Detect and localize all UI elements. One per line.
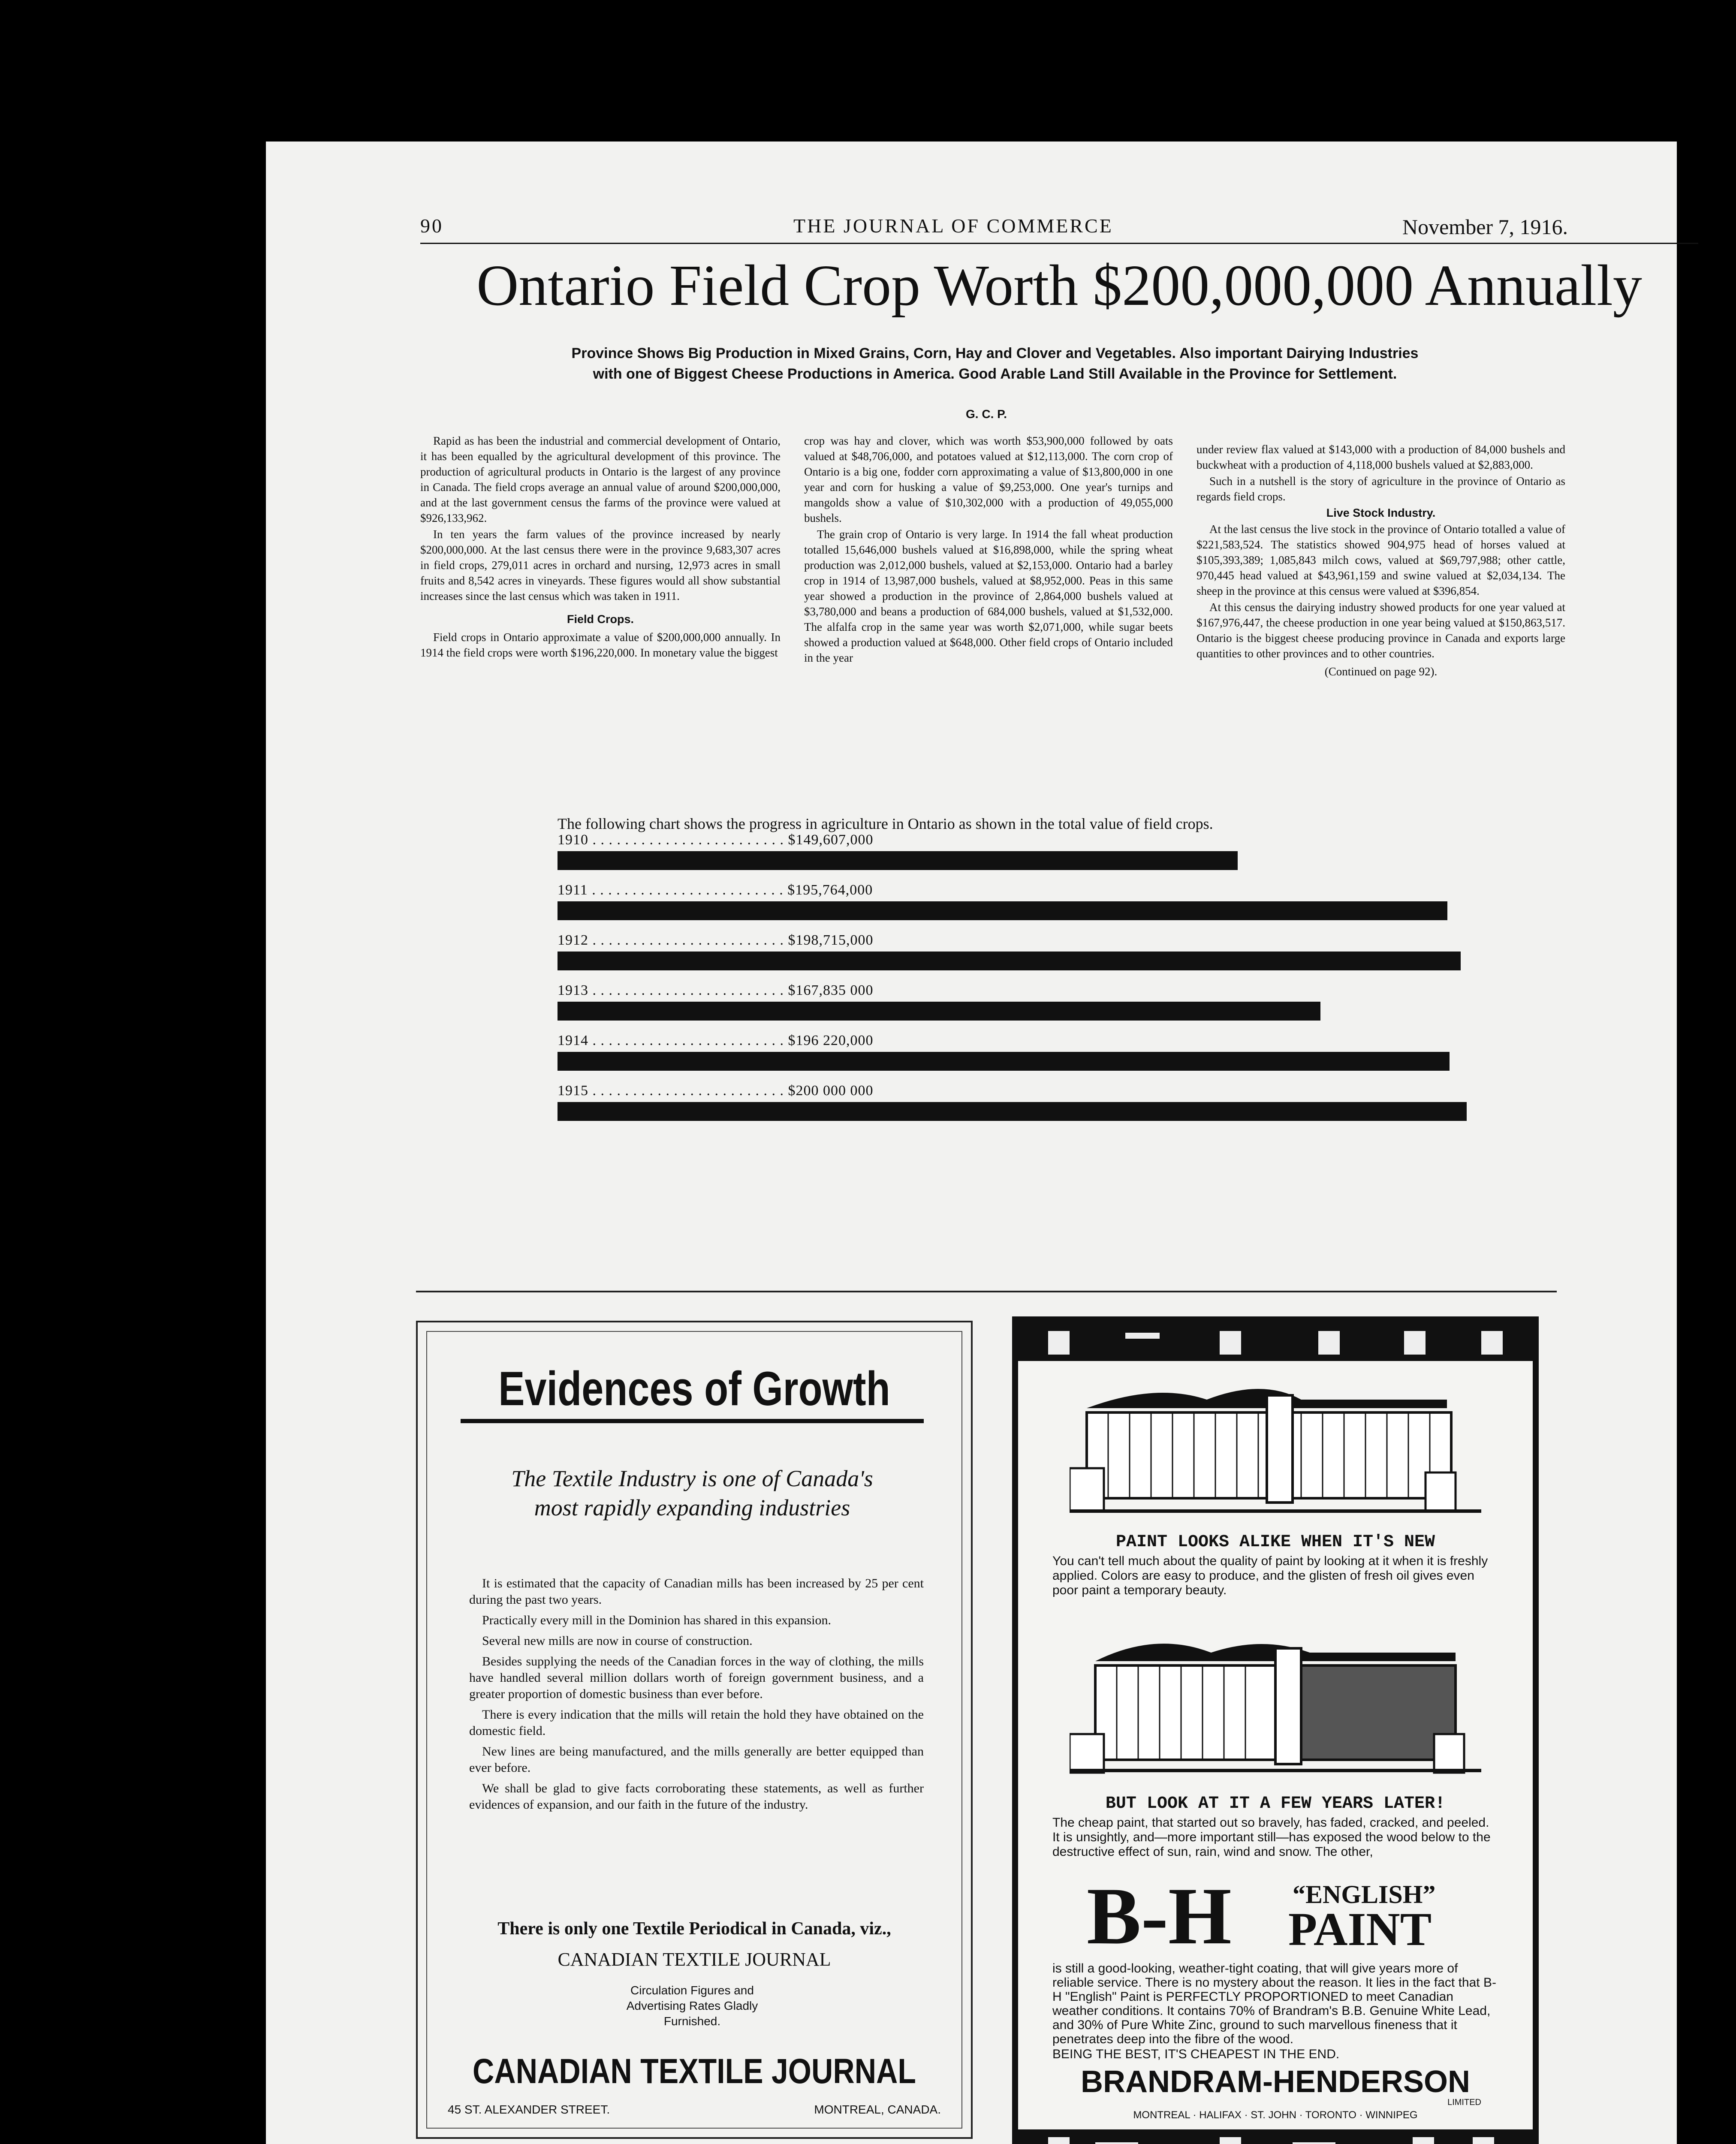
section-heading: Live Stock Industry. <box>1326 506 1436 519</box>
paint-slogan: BEING THE BEST, IT'S CHEAPEST IN THE END. <box>1052 2047 1340 2061</box>
ad-tagline: The Textile Industry is one of Canada's most rapidly expanding industries <box>511 1466 873 1521</box>
paragraph: Besides supplying the needs of the Canadian forces in the way of clothing, the mills have handled several million dollars worth of foreign government business, and a greater proportion of domestic business than ever before. <box>469 1654 924 1701</box>
paragraph: The grain crop of Ontario is very large. In 1914 the fall wheat production totalled 15,646,000 bushels valued at $16,898,000, while the spring wheat production was 2,012,000 bushels, valued at $2,153,000. Ontario had a barley crop in 1914 of 13,987,000 bushels, valued at $8,952,000. Peas in this same year showed a production in the province of 2,864,000 bushels valued at $3,780,000 and beans a production of 684,000 bushels, valued at $1,532,000. The alfalfa crop in the same year was worth $2,071,000, while sugar beets showed a production valued at $648,000. Other field crops of Ontario included in the year <box>804 528 1173 664</box>
paragraph: At this census the dairying industry showed products for one year valued at $167,976,447, the cheese production in one year being valued at $150,863,517. Ontario is the biggest cheese producing province in Canada and exports large quantities to other provinces and to other countries. <box>1197 601 1565 660</box>
new-fence-illustration <box>1070 1370 1490 1524</box>
bh-paint-ad <box>1012 1316 1539 2144</box>
chart-bar-1911 <box>558 901 1447 920</box>
chart-row-label: 1914 . . . . . . . . . . . . . . . . . . . . . . . . $196 220,000 <box>558 1033 874 1048</box>
paragraph: Practically every mill in the Dominion has shared in this expansion. <box>482 1613 831 1627</box>
paragraph: under review flax valued at $143,000 with a production of 84,000 bushels and buckwheat with a production of 4,118,000 bushels valued at $2,883,000. <box>1197 443 1565 471</box>
chart-bar-1914 <box>558 1052 1450 1071</box>
paragraph: New lines are being manufactured, and the mills generally are better equipped than ever before. <box>469 1744 924 1775</box>
continued-note: (Continued on page 92). <box>1324 665 1438 678</box>
paragraph: Rapid as has been the industrial and commercial development of Ontario, it has been equalled by the agricultural development of this province. The production of agricultural products in Ontario is the largest of any province in Canada. The field crops average an annual value of around $200,000,000, and at the last government census the farms of the province were valued at $926,133,962. <box>420 434 781 524</box>
ad-headline: Evidences of Growth <box>498 1362 890 1415</box>
paint-body: is still a good-looking, weather-tight coating, that will give years more of reliable service. There is no mystery about the reason. It lies in the fact that B-H "English" Paint is PERFECTLY PROPORTIONED to meet Canadian weather conditions. It contains 70% of Brandram's B.B. Genuine White Lead, and 30% of Pure White Zinc, ground to such marvellous fineness that it penetrates deep into the fibre of the wood. <box>1052 1961 1496 2046</box>
byline: G. C. P. <box>966 407 1007 421</box>
article-column-2 <box>804 433 1173 666</box>
article-subtitle: Province Shows Big Production in Mixed Grains, Corn, Hay and Clover and Vegetables. Also important Dairying Industries with one of Biggest Cheese Productions in America. Good Arable Land Still Available in the Province for Settlement. <box>571 345 1419 382</box>
chart-row-label: 1915 . . . . . . . . . . . . . . . . . . . . . . . . $200 000 000 <box>558 1083 874 1099</box>
page-number: 90 <box>420 215 443 237</box>
paint-later-heading: BUT LOOK AT IT A FEW YEARS LATER! <box>1105 1794 1446 1813</box>
field-crop-bar-chart <box>558 832 1707 1265</box>
paint-new-heading: PAINT LOOKS ALIKE WHEN IT'S NEW <box>1115 1533 1435 1552</box>
chart-bar-1910 <box>558 851 1238 870</box>
chart-bar-1912 <box>558 952 1461 970</box>
chart-bar-1915 <box>558 1102 1467 1121</box>
issue-date: November 7, 1916. <box>1402 215 1568 239</box>
chart-row-label: 1912 . . . . . . . . . . . . . . . . . . . . . . . . $198,715,000 <box>558 932 874 948</box>
chart-caption: The following chart shows the progress in agriculture in Ontario as shown in the total value of field crops. <box>558 815 1213 832</box>
header-rule <box>420 243 1698 244</box>
ad-body <box>469 1575 924 1814</box>
section-rule <box>416 1291 1557 1292</box>
paint-label: PAINT <box>1288 1903 1432 1955</box>
paragraph: We shall be glad to give facts corroborating these statements, as well as further evidences of expansion, and our faith in the future of the industry. <box>469 1781 924 1812</box>
limited-label: LIMITED <box>1447 2098 1481 2107</box>
paragraph: Field crops in Ontario approximate a value of $200,000,000 annually. In 1914 the field crops were worth $196,220,000. In monetary value the biggest <box>420 631 781 659</box>
paragraph: There is every indication that the mills will retain the hold they have obtained on the domestic field. <box>469 1707 924 1738</box>
paragraph: Several new mills are now in course of construction. <box>482 1634 753 1648</box>
paragraph: In ten years the farm values of the province increased by nearly $200,000,000. At the last census there were in the province 9,683,307 acres in field crops, 279,011 acres in orchard and nursing, 12,973 acres in small fruits and 8,542 acres in vineyards. These figures would all show substantial increases since the last census which was taken in 1911. <box>420 528 781 602</box>
chart-bar-1913 <box>558 1002 1320 1021</box>
article-column-1 <box>420 433 781 661</box>
paint-can-border-top <box>1018 1322 1533 1361</box>
section-heading: Field Crops. <box>567 613 634 626</box>
chart-row-label: 1910 . . . . . . . . . . . . . . . . . . . . . . . . $149,607,000 <box>558 832 874 848</box>
ad-city: MONTREAL, CANADA. <box>814 2103 941 2116</box>
chart-row-label: 1911 . . . . . . . . . . . . . . . . . . . . . . . . $195,764,000 <box>558 882 873 898</box>
ad-journal-logo: CANADIAN TEXTILE JOURNAL <box>473 2052 916 2091</box>
paint-new-text: You can't tell much about the quality of paint by looking at it when it is freshly applied. Colors are easy to produce, and the glisten of fresh oil gives even poor paint a temporary beauty. <box>1052 1554 1488 1597</box>
ad-address: 45 ST. ALEXANDER STREET. <box>448 2103 610 2116</box>
paragraph: Such in a nutshell is the story of agriculture in the province of Ontario as regards field crops. <box>1197 475 1565 503</box>
article-title: Ontario Field Crop Worth $200,000,000 Annually <box>476 253 1642 318</box>
paper-name: THE JOURNAL OF COMMERCE <box>793 215 1113 237</box>
textile-journal-ad <box>416 1321 973 2139</box>
paint-later-text: The cheap paint, that started out so bravely, has faded, cracked, and peeled. It is unsightly, and—more important still—has exposed the wood below to the destructive effect of sun, rain, wind and snow. The other, <box>1052 1816 1491 1859</box>
paint-can-border-bottom <box>1018 2129 1533 2144</box>
chart-row-label: 1913 . . . . . . . . . . . . . . . . . . . . . . . . $167,835 000 <box>558 982 874 998</box>
paragraph: At the last census the live stock in the province of Ontario totalled a value of $221,583,524. The statistics showed 904,975 head of horses valued at $105,393,389; 1,085,843 milch cows, valued at $69,797,988; other cattle, 970,445 head valued at $43,961,159 and swine valued at $2,034,134. The sheep in the province at this census were valued at $396,854. <box>1197 523 1565 597</box>
newspaper-page <box>266 142 1677 2144</box>
ad-line: There is only one Textile Periodical in Canada, viz., <box>497 1919 891 1939</box>
paragraph: It is estimated that the capacity of Canadian mills has been increased by 25 per cent during the past two years. <box>469 1576 924 1607</box>
ad-journal-name: CANADIAN TEXTILE JOURNAL <box>558 1949 831 1970</box>
bh-logo: B-H <box>1087 1871 1232 1961</box>
brandram-henderson-logo: BRANDRAM-HENDERSON <box>1081 2065 1470 2099</box>
brand-cities: MONTREAL · HALIFAX · ST. JOHN · TORONTO · WINNIPEG <box>1133 2109 1418 2121</box>
article-column-3 <box>1197 442 1565 680</box>
paragraph: crop was hay and clover, which was worth $53,900,000 followed by oats valued at $48,706,000, and potatoes valued at $12,113,000. The corn crop of Ontario is a big one, fodder corn approximating a value of $13,800,000 in one year and corn for husking a value of $9,253,000. One year's turnips and mangolds show a value of $10,302,000 with a production of 49,055,000 bushels. <box>804 434 1173 524</box>
weathered-fence-illustration <box>1070 1623 1490 1786</box>
english-label: “ENGLISH” <box>1293 1880 1436 1909</box>
ad-circulation: Circulation Figures and Advertising Rates Gladly Furnished. <box>626 1984 758 2028</box>
